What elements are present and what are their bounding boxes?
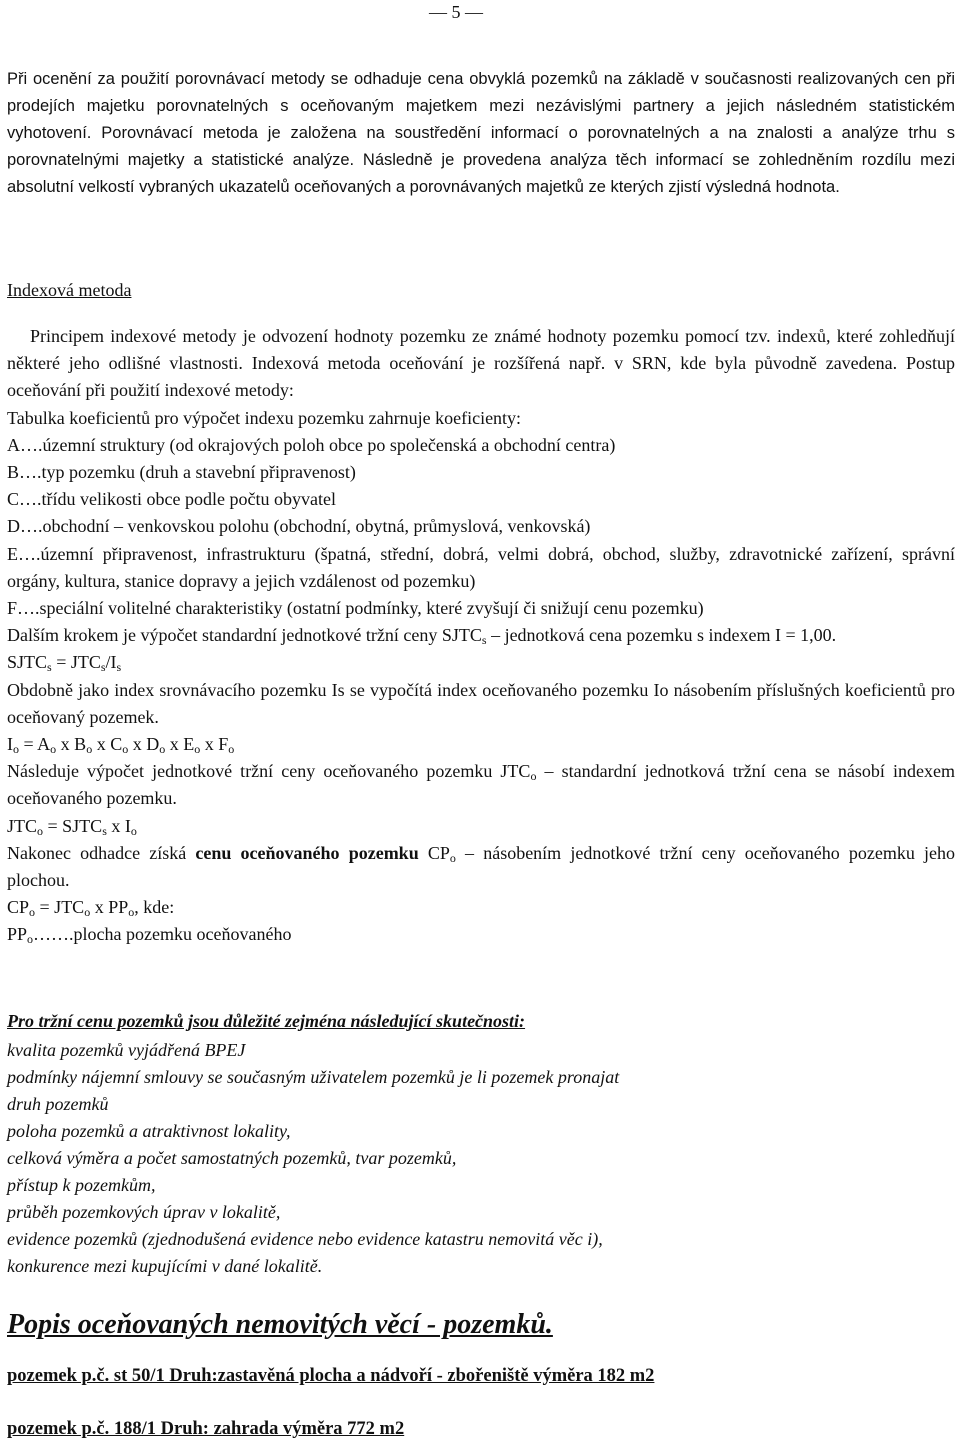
coefficient-c: C….třídu velikosti obce podle počtu obyvatel xyxy=(7,489,336,510)
intro-paragraph: Při ocenění za použití porovnávací metody se odhaduje cena obvyklá pozemků na základě v současnosti realizovaných cen při prodejích majetku porovnatelných s oceňovaným majetkem mezi nezávislými partnery a jejich následném statistickém vyhotovení. Porovnávací metoda je založena na soustředění informací o porovnatelných a na znalosti a analýze trhu s porovnatelnými majetky a statistické analýze. Následně je provedena analýza těch informací se zohledněním rozdílu mezi absolutní velkostí vybraných ukazatelů oceňovaných a porovnávaných majetků ze kterých zjistí výsledná hodnota. xyxy=(7,70,955,196)
formula-jtc: $JTC_o$ = $SJTC_s$ x $I_o$ xyxy=(7,815,137,838)
coefficient-b: B….typ pozemku (druh a stavební připravenost) xyxy=(7,462,356,483)
fact-item: poloha pozemků a atraktivnost lokality, xyxy=(7,1121,291,1141)
coefficient-a: A….územní struktury (od okrajových poloh obce po společenská a obchodní centra) xyxy=(7,434,616,455)
fact-item: průběh pozemkových úprav v lokalitě, xyxy=(7,1202,281,1222)
fact-item: konkurence mezi kupujícími v dané lokalitě. xyxy=(7,1256,323,1276)
parcel-1: pozemek p.č. st 50/1 Druh:zastavěná plocha a nádvoří - zbořeniště výměra 182 m2 xyxy=(7,1366,655,1386)
fact-item: kvalita pozemků vyjádřená BPEJ xyxy=(7,1040,246,1060)
next-step-paragraph: Dalším krokem je výpočet standardní jednotkové tržní ceny $SJTC_s$ – jednotková cena pozemku s indexem I = 1,00. xyxy=(7,625,837,648)
fact-item: druh pozemků xyxy=(7,1094,109,1114)
formula-cp: $CP_o = JTC_o$ x $PP_o$, kde: xyxy=(7,897,175,920)
fact-item: přístup k pozemkům, xyxy=(7,1175,156,1195)
coefficient-e: E….územní připravenost, infrastrukturu (špatná, střední, dobrá, velmi dobrá, obchod, služby, zdravotnické zařízení, správní orgány, kultura, stanice dopravy a jejich vzdálenost od pozemku) xyxy=(7,543,955,591)
index-method-body xyxy=(7,323,955,949)
fact-item: celková výměra a počet samostatných pozemků, tvar pozemků, xyxy=(7,1148,457,1168)
coefficient-f: F….speciální volitelné charakteristiky (ostatní podmínky, které zvyšují či snižují cenu pozemku) xyxy=(7,598,704,619)
pp-definition: $PP_o\dots\dots.plocha$ pozemku oceňovaného xyxy=(7,924,292,947)
index-method-heading: Indexová metoda xyxy=(7,280,132,300)
formula-io: $I_o = A_o$ x $B_o$ x $C_o$ x $D_o$ x $E_o$ x $F_o$ xyxy=(7,734,235,757)
section-heading: Popis oceňovaných nemovitých věcí - pozemků. xyxy=(7,1309,553,1340)
follow-paragraph: Následuje výpočet jednotkové tržní ceny oceňovaného pozemku $JTC_o$ – standardní jednotková tržní cena se násobí indexem oceňovaného pozemku. xyxy=(7,761,955,809)
fact-item: podmínky nájemní smlouvy se současným uživatelem pozemků je li pozemek pronajat xyxy=(7,1067,620,1087)
formula-sjtc: $SJTC_s = JTC_s/I_s$ xyxy=(7,652,122,675)
page-number: — 5 — xyxy=(429,2,483,22)
table-intro: Tabulka koeficientů pro výpočet indexu pozemku zahrnuje koeficienty: xyxy=(7,407,522,428)
facts-heading: Pro tržní cenu pozemků jsou důležité zejména následující skutečnosti: xyxy=(7,1011,526,1031)
analog-paragraph: Obdobně jako index srovnávacího pozemku Is se vypočítá index oceňovaného pozemku Io násobením příslušných koeficientů pro oceňovaný pozemek. xyxy=(7,679,955,727)
index-paragraph: Principem indexové metody je odvození hodnoty pozemku ze známé hodnoty pozemku pomocí tzv. indexů, které zohledňují některé jeho odlišné vlastnosti. Indexová metoda oceňování je rozšířená např. v SRN, kde byla původně zavedena. Postup oceňování při použití indexové metody: xyxy=(7,326,955,401)
final-paragraph: Nakonec odhadce získá cenu oceňovaného pozemku $CP_o$ – násobením jednotkové tržní ceny oceňovaného pozemku jeho plochou. xyxy=(7,842,955,891)
coefficient-d: D….obchodní – venkovskou polohu (obchodní, obytná, průmyslová, venkovská) xyxy=(7,516,591,537)
parcel-2: pozemek p.č. 188/1 Druh: zahrada výměra 772 m2 xyxy=(7,1419,405,1439)
fact-item: evidence pozemků (zjednodušená evidence nebo evidence katastru nemovitá věc i), xyxy=(7,1229,603,1249)
facts-list xyxy=(7,1037,955,1280)
